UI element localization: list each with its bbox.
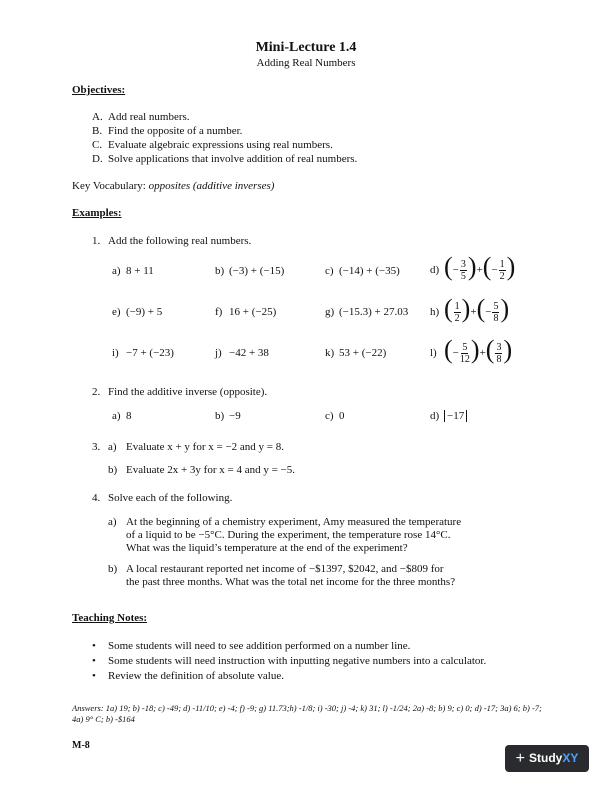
expression-term: (−35) bbox=[375, 265, 400, 277]
item-label: e) bbox=[112, 306, 121, 318]
example-4a bbox=[108, 516, 461, 556]
expression-rest: + 5 bbox=[147, 306, 163, 318]
studyxy-logo[interactable] bbox=[505, 745, 589, 772]
example-1h: h) ( $\frac{1}{2}$ )+(− $\frac{5}{8}$ ) bbox=[430, 294, 510, 324]
question-prompt: Find the additive inverse (opposite). bbox=[108, 386, 268, 398]
item-text: Evaluate x + y for x = −2 and y = 8. bbox=[126, 441, 285, 453]
expression-term: (−9) bbox=[126, 306, 146, 318]
objective-text: Evaluate algebraic expressions using real numbers. bbox=[108, 139, 333, 151]
item-label: h) bbox=[430, 306, 440, 318]
example-1k bbox=[325, 347, 386, 360]
item-label: g) bbox=[325, 306, 335, 318]
fraction: $\frac{3}{5}$ bbox=[460, 258, 466, 282]
question-number: 1. bbox=[92, 235, 101, 247]
expression-operator: + bbox=[366, 265, 373, 277]
item-label: b) bbox=[215, 265, 225, 277]
bullet-icon: • bbox=[92, 655, 96, 667]
page-code: M-8 bbox=[72, 740, 90, 751]
item-label: a) bbox=[112, 410, 121, 422]
bullet-icon: • bbox=[92, 670, 96, 682]
item-text-line: of a liquid to be −5°C. During the experiment, the temperature rose 14°C. bbox=[126, 529, 451, 542]
objective-letter: A. bbox=[92, 111, 103, 123]
fraction: $\frac{5}{12}$ bbox=[459, 341, 470, 365]
teaching-notes-heading: Teaching Notes: bbox=[72, 612, 148, 624]
objective-item bbox=[92, 139, 333, 152]
example-3a bbox=[108, 441, 284, 454]
item-label: i) bbox=[112, 347, 119, 359]
example-1c bbox=[325, 265, 400, 278]
question-prompt: Add the following real numbers. bbox=[108, 235, 252, 247]
page-title: Mini-Lecture 1.4 bbox=[255, 40, 357, 55]
objective-text: Find the opposite of a number. bbox=[108, 125, 243, 137]
examples-heading: Examples: bbox=[72, 207, 122, 219]
expression-operator: + bbox=[250, 265, 257, 277]
item-text-line: the past three months. What was the total net income for the three months? bbox=[126, 576, 456, 589]
expression-rest: −7 + bbox=[126, 347, 147, 359]
expression-term: (−15.3) bbox=[339, 306, 372, 318]
example-1b bbox=[215, 265, 284, 278]
vocabulary-label: Key Vocabulary: bbox=[72, 180, 146, 192]
example-1f bbox=[215, 306, 276, 319]
item-text: Evaluate 2x + 3y for x = 4 and y = −5. bbox=[126, 464, 296, 476]
fraction: $\frac{1}{2}$ bbox=[454, 300, 460, 324]
expression: 0 bbox=[339, 410, 345, 422]
example-2c bbox=[325, 410, 345, 423]
example-1d: d) (− $\frac{3}{5}$ )+(− $\frac{1}{2}$ ) bbox=[430, 252, 516, 282]
objective-letter: B. bbox=[92, 125, 103, 137]
item-text-line: What was the liquid’s temperature at the end of the experiment? bbox=[126, 542, 408, 555]
item-label: j) bbox=[215, 347, 222, 359]
question-number: 3. bbox=[92, 441, 101, 453]
item-label: f) bbox=[215, 306, 223, 318]
example-1i bbox=[112, 347, 174, 360]
item-label: l) bbox=[430, 347, 437, 359]
expression-rest: 53 + bbox=[339, 347, 359, 359]
teaching-note-text: Some students will need instruction with inputting negative numbers into a calculator. bbox=[108, 655, 487, 667]
objective-letter: D. bbox=[92, 153, 103, 165]
vocabulary-terms: opposites (additive inverses) bbox=[148, 180, 275, 192]
absolute-value: −17 bbox=[444, 410, 467, 422]
example-2d bbox=[430, 410, 467, 423]
item-label: d) bbox=[430, 264, 440, 276]
item-label: d) bbox=[430, 410, 440, 422]
example-1j bbox=[215, 347, 269, 360]
item-text-line: At the beginning of a chemistry experiment, Amy measured the temperature bbox=[126, 516, 462, 528]
item-label: b) bbox=[108, 464, 118, 476]
fraction: $\frac{3}{8}$ bbox=[496, 341, 502, 365]
item-label: k) bbox=[325, 347, 335, 359]
brand-xy: XY bbox=[562, 751, 579, 766]
objective-letter: C. bbox=[92, 139, 103, 151]
example-1l: l) (− $\frac{5}{12}$ )+( $\frac{3}{8}$ ) bbox=[430, 335, 513, 365]
item-label: b) bbox=[108, 563, 118, 575]
example-1g bbox=[325, 306, 408, 319]
teaching-note bbox=[92, 655, 486, 668]
item-label: c) bbox=[325, 265, 334, 277]
expression-term: (−3) bbox=[229, 265, 249, 277]
fraction: $\frac{1}{2}$ bbox=[499, 258, 505, 282]
bullet-icon: • bbox=[92, 640, 96, 652]
teaching-note bbox=[92, 670, 284, 683]
example-3b bbox=[108, 464, 295, 477]
key-vocabulary bbox=[72, 180, 274, 193]
item-label: c) bbox=[325, 410, 334, 422]
teaching-note-text: Some students will need to see addition performed on a number line. bbox=[108, 640, 411, 652]
plus-icon: + bbox=[515, 749, 525, 767]
objective-item bbox=[92, 153, 357, 166]
question-1 bbox=[92, 235, 251, 248]
example-1a bbox=[112, 265, 154, 278]
example-1e bbox=[112, 306, 162, 319]
expression: −42 + 38 bbox=[229, 347, 269, 359]
question-prompt: Solve each of the following. bbox=[108, 492, 233, 504]
expression: 8 + 11 bbox=[126, 265, 154, 277]
brand-study: Study bbox=[528, 751, 563, 766]
example-2b bbox=[215, 410, 241, 423]
objective-item bbox=[92, 111, 190, 124]
objective-item bbox=[92, 125, 242, 138]
item-label: a) bbox=[112, 265, 121, 277]
teaching-note bbox=[92, 640, 410, 653]
item-label: b) bbox=[215, 410, 225, 422]
expression-rest: + 27.03 bbox=[374, 306, 409, 318]
example-4b bbox=[108, 563, 455, 589]
objective-text: Solve applications that involve addition of real numbers. bbox=[108, 153, 358, 165]
item-label: a) bbox=[108, 516, 117, 528]
page-subtitle: Adding Real Numbers bbox=[256, 57, 356, 69]
fraction: $\frac{5}{8}$ bbox=[493, 300, 499, 324]
item-label: a) bbox=[108, 441, 117, 453]
expression-term: (−23) bbox=[149, 347, 174, 359]
expression: 8 bbox=[126, 410, 132, 422]
question-4 bbox=[92, 492, 232, 505]
expression: −9 bbox=[229, 410, 241, 422]
question-3 bbox=[92, 441, 108, 454]
teaching-note-text: Review the definition of absolute value. bbox=[108, 670, 284, 682]
question-number: 2. bbox=[92, 386, 101, 398]
expression-term: (−25) bbox=[251, 306, 277, 318]
expression-term: (−15) bbox=[259, 265, 285, 277]
item-text-line: A local restaurant reported net income of −$1397, $2042, and −$809 for bbox=[126, 563, 444, 575]
expression-rest: 16 + bbox=[229, 306, 249, 318]
expression-term: (−22) bbox=[361, 347, 387, 359]
objective-text: Add real numbers. bbox=[108, 111, 190, 123]
question-2 bbox=[92, 386, 267, 399]
answers: Answers: 1a) 19; b) -18; c) -49; d) -11/10; e) -4; f) -9; g) 11.73;h) -1/8; i) -30; j) -4; k) 31; l) -1/24; 2a) -8; b) 9; c) 0; d) -17; 3a) 6; b) -7; 4a) 9° C; b) -$164 bbox=[72, 703, 542, 724]
expression-term: (−14) bbox=[339, 265, 364, 277]
objectives-heading: Objectives: bbox=[72, 84, 126, 96]
example-2a bbox=[112, 410, 132, 423]
question-number: 4. bbox=[92, 492, 101, 504]
